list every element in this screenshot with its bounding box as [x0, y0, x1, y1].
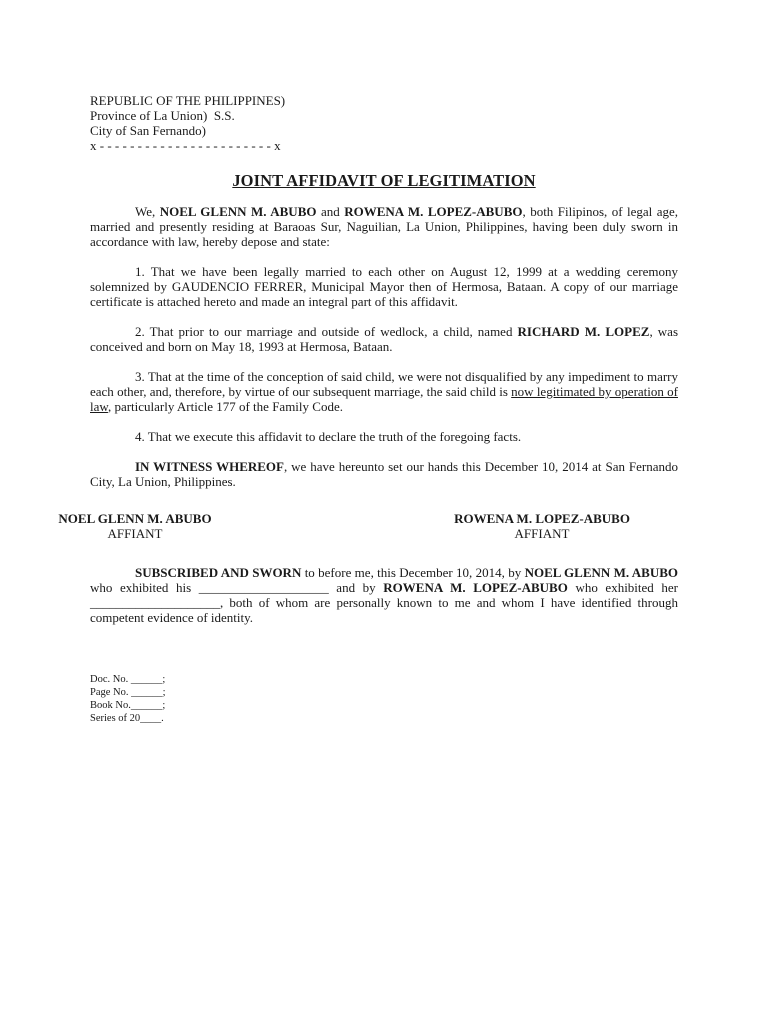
- paragraph-3: [90, 369, 678, 414]
- signatory-right-name: ROWENA M. LOPEZ-ABUBO: [454, 511, 630, 526]
- intro-text-3: , both Filipinos, of legal age, married and presently residing at Baraoas Sur, Naguilian, La Union, Philippines, having been duly sworn in accordance with law, hereby depose and state:: [90, 204, 679, 249]
- para3-text-1: 3. That at the time of the conception of said child, we were not disqualified by any impediment to marry each other, and, therefore, by virtue of our subsequent marriage, the said child is: [90, 369, 678, 399]
- jurat-name-1: NOEL GLENN M. ABUBO: [524, 565, 678, 580]
- jurat-text-2: who exhibited his ____________________ and by: [90, 580, 384, 595]
- signature-right: [412, 511, 672, 541]
- jurat-text-3: who exhibited her ____________________, both of whom are personally known to me and whom I have identified through competent evidence of identity.: [90, 580, 678, 625]
- signatory-left-name: NOEL GLENN M. ABUBO: [58, 511, 212, 526]
- intro-text-1: We,: [135, 204, 160, 219]
- para2-text-2: , was conceived and born on May 18, 1993 at Hermosa, Bataan.: [90, 324, 678, 354]
- page-number: Page No. ______;: [90, 687, 166, 698]
- paragraph-4: 4. That we execute this affidavit to declare the truth of the foregoing facts.: [135, 429, 522, 444]
- signature-left: [5, 511, 265, 541]
- book-number: Book No.______;: [90, 700, 166, 711]
- intro-text-2: and: [316, 204, 345, 219]
- venue-province: Province of La Union) S.S.: [90, 108, 235, 123]
- notarial-register: [90, 673, 678, 725]
- para3-text-2: , particularly Article 177 of the Family Code.: [107, 399, 343, 414]
- intro-paragraph: [90, 204, 678, 249]
- jurat-lead: SUBSCRIBED AND SWORN: [135, 565, 302, 580]
- venue-city: City of San Fernando): [90, 123, 206, 138]
- venue-block: [90, 93, 678, 153]
- signatory-left-role: AFFIANT: [107, 526, 163, 541]
- paragraph-1: 1. That we have been legally married to each other on August 12, 1999 at a wedding ceremony solemnized by GAUDENCIO FERRER, Municipal Mayor then of Hermosa, Bataan. A copy of our marriage certificate is attached hereto and made an integral part of this affidavit.: [90, 264, 678, 309]
- jurat-name-2: ROWENA M. LOPEZ-ABUBO: [383, 580, 568, 595]
- affiant-1-name: NOEL GLENN M. ABUBO: [159, 204, 317, 219]
- doc-number: Doc. No. ______;: [90, 674, 166, 685]
- child-name: RICHARD M. LOPEZ: [517, 324, 650, 339]
- affidavit-page: [58, 93, 679, 725]
- jurat-paragraph: [90, 565, 678, 625]
- witness-text: , we have hereunto set our hands this December 10, 2014 at San Fernando City, La Union, Philippines.: [90, 459, 679, 489]
- jurat-text-1: to before me, this December 10, 2014, by: [301, 565, 525, 580]
- witness-lead: IN WITNESS WHEREOF: [135, 459, 284, 474]
- series-year: Series of 20____.: [90, 713, 164, 724]
- witness-paragraph: [90, 459, 678, 489]
- para2-text-1: 2. That prior to our marriage and outside of wedlock, a child, named: [135, 324, 518, 339]
- paragraph-2: [90, 324, 678, 354]
- document-title: JOINT AFFIDAVIT OF LEGITIMATION: [232, 171, 536, 190]
- venue-separator: x - - - - - - - - - - - - - - - - - - - - - - - x: [90, 138, 281, 153]
- legitimation-phrase: now legitimated by operation of law: [90, 384, 678, 414]
- venue-republic: REPUBLIC OF THE PHILIPPINES): [90, 93, 286, 108]
- affiant-2-name: ROWENA M. LOPEZ-ABUBO: [344, 204, 523, 219]
- signatory-right-role: AFFIANT: [514, 526, 570, 541]
- signature-block: [58, 511, 678, 543]
